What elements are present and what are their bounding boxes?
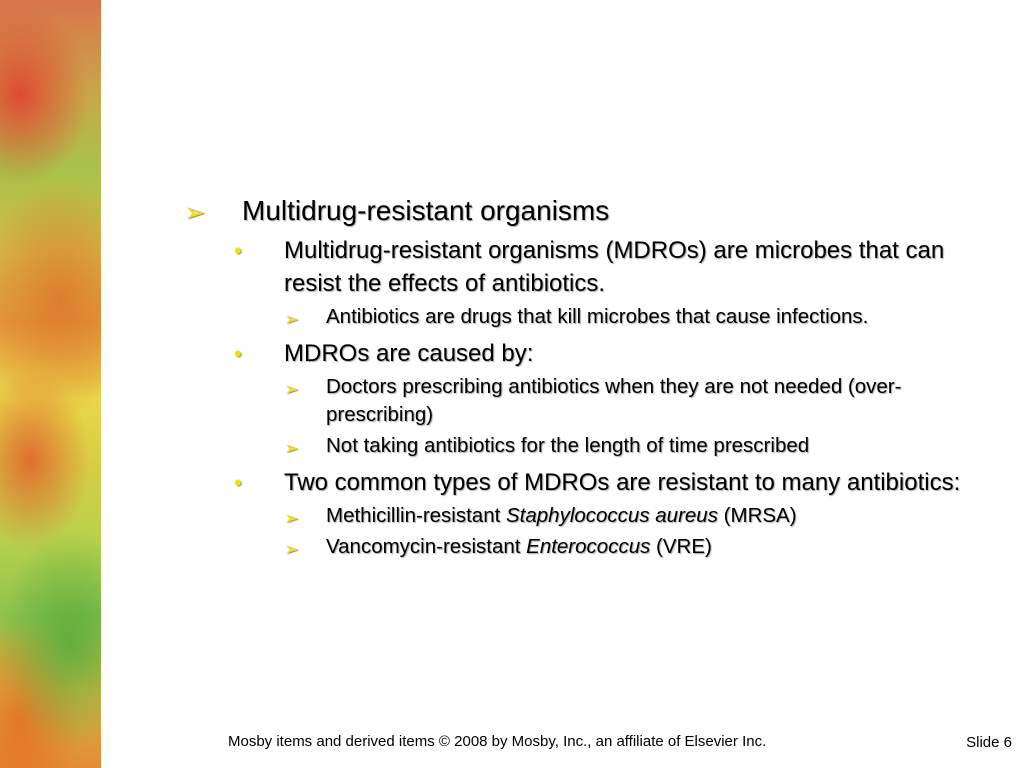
heading-text: Multidrug-resistant organisms — [242, 195, 610, 226]
bullet-item — [234, 466, 980, 499]
slide-heading — [180, 192, 980, 230]
sub-bullet-item — [284, 303, 980, 331]
dot-bullet-icon: • — [234, 470, 242, 495]
decorative-gradient-bar — [0, 0, 101, 768]
sub-bullet-item — [284, 533, 980, 561]
dot-bullet-icon: • — [234, 341, 242, 366]
slide-content — [180, 192, 980, 561]
sub-bullet-text: Not taking antibiotics for the length of time prescribed — [326, 434, 810, 457]
sub-bullet-item — [284, 502, 980, 530]
arrow-bullet-icon: ➢ — [284, 379, 300, 399]
sub-bullet-item — [284, 373, 980, 429]
arrow-bullet-icon: ➢ — [284, 539, 300, 559]
sub-bullet-suffix: (MRSA) — [717, 504, 797, 527]
bullet-item — [234, 234, 980, 300]
arrow-bullet-icon: ➢ — [284, 508, 300, 528]
species-name: Enterococcus — [526, 535, 651, 558]
sub-bullet-suffix: (VRE) — [650, 535, 712, 558]
dot-bullet-icon: • — [234, 238, 242, 263]
bullet-text: MDROs are caused by: — [284, 340, 534, 367]
sub-bullet-item — [284, 432, 980, 460]
sub-bullet-prefix: Vancomycin-resistant — [326, 535, 527, 558]
sub-bullet-prefix: Methicillin-resistant — [326, 504, 506, 527]
bullet-text: Two common types of MDROs are resistant to many antibiotics: — [284, 469, 961, 496]
species-name: Staphylococcus aureus — [506, 504, 718, 527]
sub-bullet-text: Doctors prescribing antibiotics when they are not needed (over-prescribing) — [326, 375, 902, 426]
arrow-bullet-icon: ➢ — [284, 438, 300, 458]
slide-number: Slide 6 — [966, 734, 1012, 751]
arrow-bullet-icon: ➢ — [284, 309, 300, 329]
sub-bullet-text: Antibiotics are drugs that kill microbes that cause infections. — [326, 305, 869, 328]
bullet-text: Multidrug-resistant organisms (MDROs) are microbes that can resist the effects of antibiotics. — [284, 237, 945, 297]
footer-copyright: Mosby items and derived items © 2008 by Mosby, Inc., an affiliate of Elsevier Inc. — [228, 733, 767, 750]
arrow-bullet-icon: ➢ — [184, 197, 206, 227]
bullet-item — [234, 337, 980, 370]
